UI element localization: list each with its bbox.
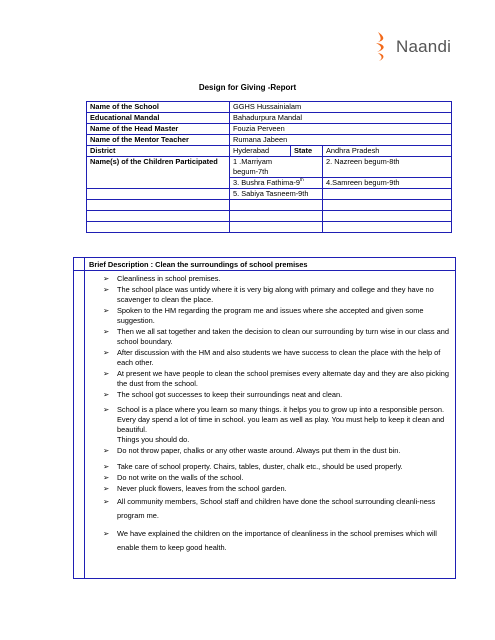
list-item <box>103 484 449 494</box>
child-1-line-a: 1 .Marriyam <box>233 157 273 166</box>
arrow-bullet-icon: ➢ <box>103 369 110 378</box>
logo-text: Naandi <box>396 37 452 56</box>
point-text: After discussion with the HM and also students we have success to clean the place with the help of each other. <box>117 348 441 367</box>
table-row <box>87 102 452 113</box>
empty-cell <box>87 189 230 200</box>
list-item <box>103 405 449 445</box>
arrow-bullet-icon: ➢ <box>103 473 110 482</box>
child-5: 5. Sabiya Tasneem-9th <box>230 189 323 200</box>
arrow-bullet-icon: ➢ <box>103 390 110 399</box>
arrow-bullet-icon: ➢ <box>103 274 110 283</box>
table-row <box>87 200 452 211</box>
child-3-text: 3. Bushra Fathima-9 <box>233 178 300 187</box>
point-text: School is a place where you learn so many things. it helps you to grow up into a responsible person. <box>117 405 445 414</box>
table-row <box>87 146 452 157</box>
point-text: The school place was untidy where it is very big along with primary and college and they have no scavenger to clean the place. <box>117 285 434 304</box>
empty-cell <box>323 211 452 222</box>
list-item <box>103 285 449 305</box>
child-3 <box>230 178 323 189</box>
point-text: Then we all sat together and taken the decision to clean our surrounding by turn wise in our class and school boundary. <box>117 327 449 346</box>
empty-cell <box>230 200 323 211</box>
list-item <box>103 446 449 456</box>
state-label: State <box>291 146 323 157</box>
point-text: Things you should do. <box>117 435 190 444</box>
point-text: Spoken to the HM regarding the program me and issues where she accepted and given some suggestion. <box>117 306 424 325</box>
hm-value: Fouzia Perveen <box>230 124 452 135</box>
child-4: 4.Samreen begum-9th <box>323 178 452 189</box>
mandal-value: Bahadurpura Mandal <box>230 113 452 124</box>
point-text: We have explained the children on the importance of cleanliness in the school premises which will enable them to keep good health. <box>117 529 437 552</box>
flame-icon <box>372 28 394 64</box>
point-text: Do not write on the walls of the school. <box>117 473 244 482</box>
child-3-sup: th <box>299 177 304 182</box>
point-text: At present we have people to clean the school premises every alternate day and they are also picking the dust from the school. <box>117 369 449 388</box>
arrow-bullet-icon: ➢ <box>103 484 110 493</box>
table-row <box>87 124 452 135</box>
empty-cell <box>323 189 452 200</box>
arrow-bullet-icon: ➢ <box>103 348 110 357</box>
child-1-line-b: begum-7th <box>233 167 269 176</box>
arrow-bullet-icon: ➢ <box>103 405 110 414</box>
point-text: All community members, School staff and children have done the school surrounding cleanli-ness program me. <box>117 497 436 520</box>
report-title: Design for Giving -Report <box>198 83 297 92</box>
point-text: Every day spend a lot of time in school. you learn as well as play. You must help to keep it clean and beautiful. <box>117 415 445 434</box>
arrow-bullet-icon: ➢ <box>103 462 110 471</box>
list-item <box>103 390 449 400</box>
empty-cell <box>323 222 452 233</box>
list-item <box>103 473 449 483</box>
list-item <box>103 306 449 326</box>
child-2: 2. Nazreen begum-8th <box>323 157 452 178</box>
description-header <box>74 258 455 271</box>
hm-label: Name of the Head Master <box>87 124 230 135</box>
empty-cell <box>87 200 230 211</box>
mandal-label: Educational Mandal <box>87 113 230 124</box>
description-heading: Brief Description : Clean the surroundings of school premises <box>89 260 308 269</box>
body-left-divider <box>84 271 85 578</box>
list-item <box>103 462 449 472</box>
point-text: Take care of school property. Chairs, tables, duster, chalk etc., should be used properly. <box>117 462 403 471</box>
mentor-label: Name of the Mentor Teacher <box>87 135 230 146</box>
point-text: The school got successes to keep their surroundings neat and clean. <box>117 390 343 399</box>
empty-cell <box>323 200 452 211</box>
list-item <box>103 527 449 555</box>
list-item <box>103 274 449 284</box>
list-item <box>103 327 449 347</box>
list-item <box>103 495 449 523</box>
school-label: Name of the School <box>87 102 230 113</box>
table-row <box>87 189 452 200</box>
district-value: Hyderabad <box>230 146 291 157</box>
empty-cell <box>230 211 323 222</box>
list-item <box>103 348 449 368</box>
school-info-table <box>86 101 452 233</box>
arrow-bullet-icon: ➢ <box>103 497 110 506</box>
table-row <box>87 211 452 222</box>
header-left-column <box>74 258 85 270</box>
empty-cell <box>87 222 230 233</box>
description-points <box>103 274 449 555</box>
list-item <box>103 369 449 389</box>
school-value: GGHS Hussainialam <box>230 102 452 113</box>
arrow-bullet-icon: ➢ <box>103 446 110 455</box>
arrow-bullet-icon: ➢ <box>103 285 110 294</box>
empty-cell <box>87 211 230 222</box>
table-row <box>87 113 452 124</box>
arrow-bullet-icon: ➢ <box>103 327 110 336</box>
child-1 <box>230 157 323 178</box>
point-text: Cleanliness in school premises. <box>117 274 221 283</box>
empty-cell <box>230 222 323 233</box>
mentor-value: Rumana Jabeen <box>230 135 452 146</box>
state-value: Andhra Pradesh <box>323 146 452 157</box>
point-text: Do not throw paper, chalks or any other waste around. Always put them in the dust bin. <box>117 446 401 455</box>
table-row <box>87 135 452 146</box>
arrow-bullet-icon: ➢ <box>103 306 110 315</box>
children-label: Name(s) of the Children Participated <box>87 157 230 189</box>
point-text: Never pluck flowers, leaves from the school garden. <box>117 484 287 493</box>
naandi-logo <box>372 28 462 64</box>
table-row <box>87 157 452 178</box>
arrow-bullet-icon: ➢ <box>103 529 110 538</box>
table-row <box>87 222 452 233</box>
district-label: District <box>87 146 230 157</box>
